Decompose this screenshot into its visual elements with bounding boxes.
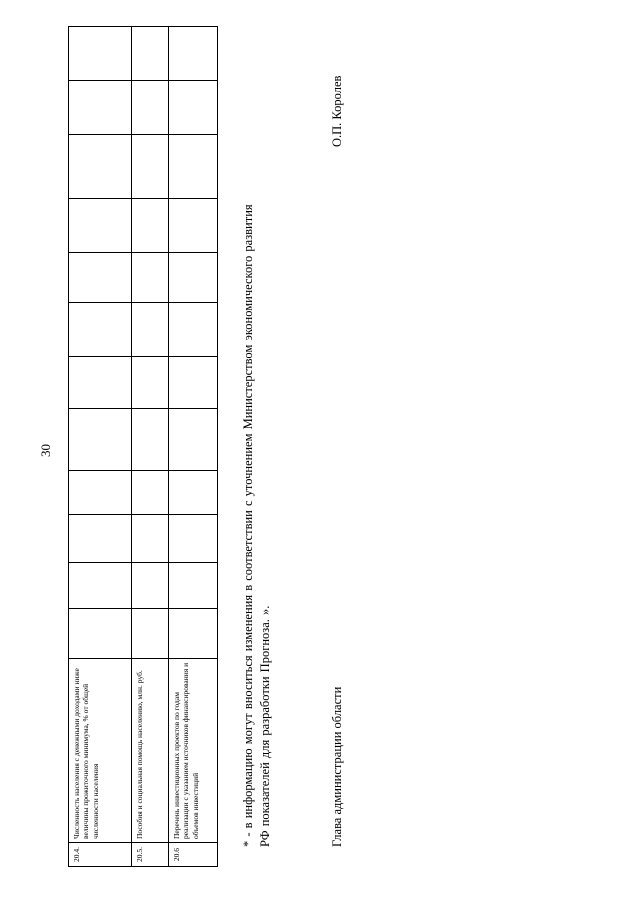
table-cell — [169, 199, 218, 253]
table-cell — [132, 563, 169, 609]
table-row — [69, 27, 132, 867]
table-cell — [69, 303, 132, 357]
row-number: 20.4. — [69, 843, 132, 867]
table-cell — [132, 199, 169, 253]
table-cell — [132, 303, 169, 357]
table-cell — [69, 357, 132, 409]
table-cell — [169, 135, 218, 199]
table-cell — [132, 135, 169, 199]
footnote-line: РФ показателей для разработки Прогноза. ». — [257, 605, 272, 847]
table-cell — [132, 357, 169, 409]
footnote-line: * - в информацию могут вноситься изменения в соответствии с уточнением Министерством экономического развития — [241, 204, 255, 847]
table-row — [132, 27, 169, 867]
table-cell — [69, 81, 132, 135]
table-cell — [132, 409, 169, 471]
table-cell — [169, 357, 218, 409]
table-cell — [169, 471, 218, 515]
table-cell — [132, 253, 169, 303]
signatory-name: О.П. Королев — [330, 75, 344, 147]
page-number: 30 — [38, 444, 53, 457]
row-number: 20.6 — [169, 843, 218, 867]
table-cell — [169, 253, 218, 303]
signatory-title: Глава администрации области — [330, 686, 344, 847]
table-cell — [69, 27, 132, 81]
indicator-table — [68, 26, 218, 867]
table-cell — [69, 199, 132, 253]
table-cell — [169, 563, 218, 609]
table-cell — [169, 609, 218, 659]
table-cell — [132, 609, 169, 659]
footnote — [240, 127, 274, 847]
table-cell — [69, 609, 132, 659]
table-cell — [169, 81, 218, 135]
table-cell — [69, 253, 132, 303]
table-cell — [69, 135, 132, 199]
table-cell — [69, 563, 132, 609]
table-cell — [132, 27, 169, 81]
row-number: 20.5. — [132, 843, 169, 867]
table-cell — [169, 27, 218, 81]
row-label: Пособия и социальная помощь населению, млн. руб. — [132, 659, 169, 843]
table-cell — [132, 81, 169, 135]
table-cell — [132, 515, 169, 563]
table-cell — [69, 471, 132, 515]
table-cell — [69, 515, 132, 563]
table-cell — [132, 471, 169, 515]
table-cell — [169, 303, 218, 357]
table-cell — [69, 409, 132, 471]
table-cell — [169, 409, 218, 471]
row-label: Численность населения с денежными доходами ниже величины прожиточного минимума, % от общей численности населения — [69, 659, 132, 843]
table-row — [169, 27, 218, 867]
table-cell — [169, 515, 218, 563]
row-label: Перечень инвестиционных проектов по годам реализации с указанием источников финансирования и объемов инвестиций — [169, 659, 218, 843]
